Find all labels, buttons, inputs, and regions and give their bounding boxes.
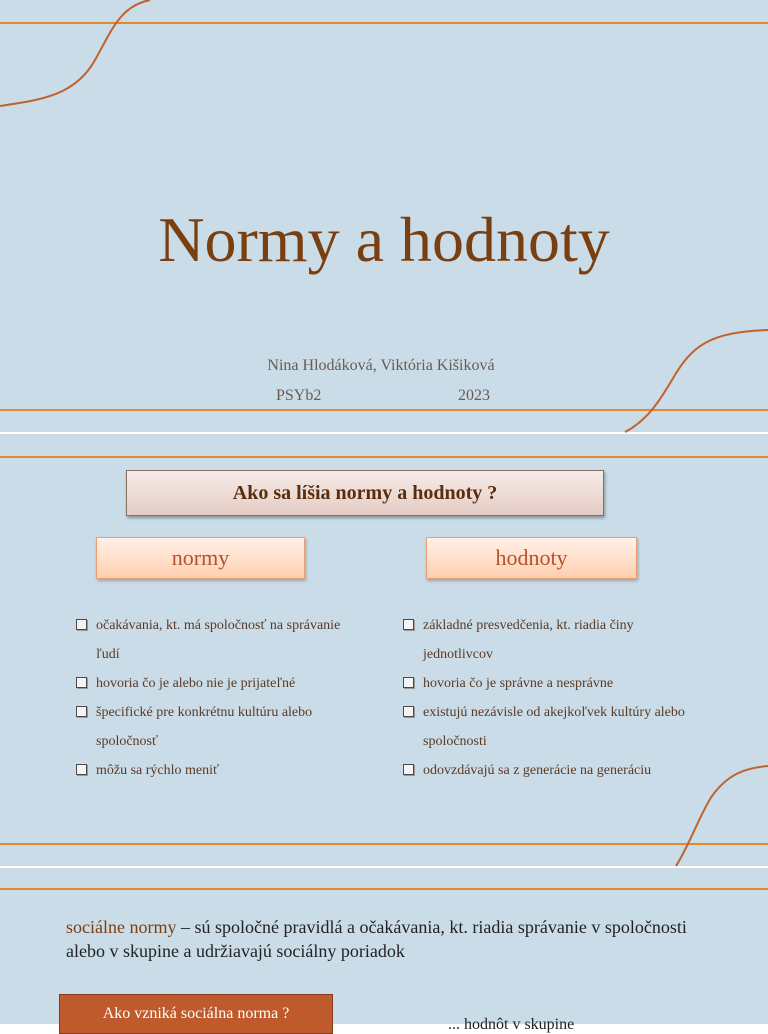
definition-term: sociálne normy	[66, 917, 177, 937]
top-left-curve	[0, 0, 150, 106]
list-item: základné presvedčenia, kt. riadia činy jednotlivcov	[403, 611, 693, 669]
checkbox-bullet-icon	[403, 764, 414, 775]
checkbox-bullet-icon	[403, 619, 414, 630]
norms-heading: normy	[96, 537, 305, 579]
title-slide	[0, 0, 768, 432]
list-item: špecifické pre konkrétnu kultúru alebo spoločnosť	[76, 698, 356, 756]
question-box: Ako sa líšia normy a hodnoty ?	[126, 470, 604, 516]
checkbox-bullet-icon	[76, 764, 87, 775]
list-item: hovoria čo je alebo nie je prijateľné	[76, 669, 356, 698]
definition-body: – sú spoločné pravidlá a očakávania, kt. riadia správanie v spoločnosti alebo v skupine a udržiavajú sociálny poriadok	[66, 917, 687, 961]
cut-off-text: ... hodnôt v skupine	[448, 1016, 575, 1033]
comparison-slide	[0, 434, 768, 866]
norms-list	[76, 611, 356, 785]
list-item: hovoria čo je správne a nesprávne	[403, 669, 693, 698]
values-list	[403, 611, 693, 785]
authors: Nina Hlodáková, Viktória Kišiková	[267, 357, 495, 374]
values-heading: hodnoty	[426, 537, 637, 579]
year: 2023	[458, 387, 490, 404]
checkbox-bullet-icon	[76, 619, 87, 630]
definition-slide	[0, 868, 768, 1033]
list-item: odovzdávajú sa z generácie na generáciu	[403, 756, 693, 785]
definition-text	[66, 915, 706, 963]
course-code: PSYb2	[276, 387, 322, 404]
bottom-right-curve	[625, 330, 768, 432]
norm-origin-button[interactable]: Ako vzniká sociálna norma ?	[59, 994, 333, 1034]
checkbox-bullet-icon	[403, 677, 414, 688]
checkbox-bullet-icon	[76, 677, 87, 688]
top-accent-line	[0, 888, 768, 890]
list-item: očakávania, kt. má spoločnosť na správanie ľudí	[76, 611, 356, 669]
presentation-title: Normy a hodnoty	[158, 204, 610, 275]
list-item: existujú nezávisle od akejkoľvek kultúry alebo spoločnosti	[403, 698, 693, 756]
list-item: môžu sa rýchlo meniť	[76, 756, 356, 785]
checkbox-bullet-icon	[403, 706, 414, 717]
checkbox-bullet-icon	[76, 706, 87, 717]
